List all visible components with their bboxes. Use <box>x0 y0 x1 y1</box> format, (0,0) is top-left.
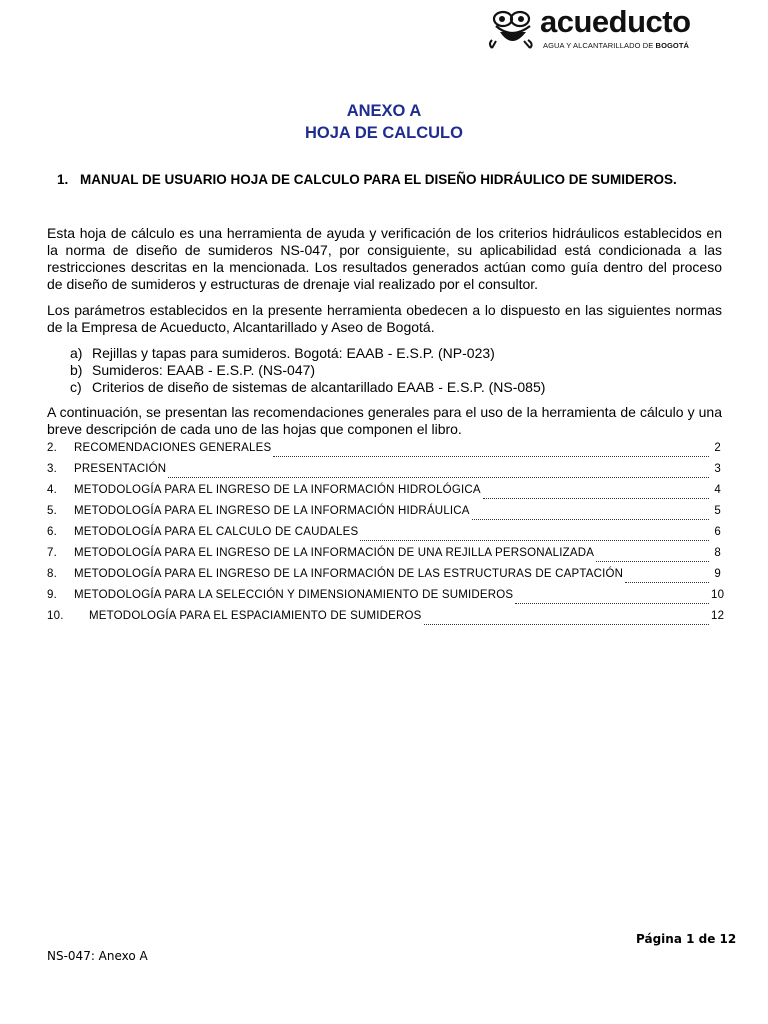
toc-page: 4 <box>714 484 721 496</box>
toc-number: 10. <box>47 610 64 622</box>
toc-page: 3 <box>714 463 721 475</box>
norm-text: Sumideros: EAAB - E.S.P. (NS-047) <box>92 362 316 378</box>
toc-title: METODOLOGÍA PARA EL INGRESO DE LA INFORMACIÓN DE LAS ESTRUCTURAS DE CAPTACIÓN <box>74 568 624 580</box>
section-heading-text: MANUAL DE USUARIO HOJA DE CALCULO PARA EL DISEÑO HIDRÁULICO DE SUMIDEROS. <box>80 172 677 187</box>
toc-entry[interactable] <box>47 610 725 631</box>
table-of-contents <box>47 442 725 631</box>
toc-page: 10 <box>711 589 725 601</box>
toc-title: METODOLOGÍA PARA EL INGRESO DE LA INFORMACIÓN DE UNA REJILLA PERSONALIZADA <box>74 547 595 559</box>
toc-entry[interactable] <box>47 484 721 505</box>
norm-item <box>70 362 545 379</box>
toc-leader <box>168 477 709 478</box>
toc-entry[interactable] <box>47 589 725 610</box>
norm-item <box>70 379 545 396</box>
toc-leader <box>273 456 709 457</box>
toc-leader <box>472 519 709 520</box>
toc-number: 2. <box>47 442 57 454</box>
norm-item <box>70 345 545 362</box>
toc-number: 3. <box>47 463 57 475</box>
toc-entry[interactable] <box>47 526 721 547</box>
toc-entry[interactable] <box>47 547 721 568</box>
toc-title: PRESENTACIÓN <box>74 463 167 475</box>
toc-title: RECOMENDACIONES GENERALES <box>74 442 272 454</box>
toc-entry[interactable] <box>47 442 721 463</box>
norm-text: Criterios de diseño de sistemas de alcantarillado EAAB - E.S.P. (NS-085) <box>92 379 546 395</box>
toc-leader <box>625 582 709 583</box>
toc-page: 8 <box>714 547 721 559</box>
toc-number: 9. <box>47 589 57 601</box>
toc-number: 8. <box>47 568 57 580</box>
toc-entry[interactable] <box>47 568 721 589</box>
toc-leader <box>596 561 709 562</box>
logo-subtitle-city: BOGOTÁ <box>655 41 690 50</box>
toc-title: METODOLOGÍA PARA EL CALCULO DE CAUDALES <box>74 526 359 538</box>
intro-paragraph: Esta hoja de cálculo es una herramienta de ayuda y verificación de los criterios hidráulicos establecidos en la norma de diseño de sumideros NS-047, por consiguiente, su aplicabilidad está condicionada a las restricciones descritas en la mencionada. Los resultados generados actúan como guía dentro del proceso de diseño de sumideros y estructuras de drenaje vial realizado por el consultor. <box>47 225 722 292</box>
norm-marker: b) <box>70 362 83 378</box>
document-id: NS-047: Anexo A <box>47 949 148 963</box>
logo-subtitle-text: AGUA Y ALCANTARILLADO DE <box>543 41 656 50</box>
frog-icon <box>486 10 538 50</box>
norm-marker: c) <box>70 379 82 395</box>
toc-leader <box>515 603 709 604</box>
norm-marker: a) <box>70 345 83 361</box>
toc-number: 6. <box>47 526 57 538</box>
continuation-paragraph: A continuación, se presentan las recomendaciones generales para el uso de la herramienta de cálculo y una breve descripción de cada uno de las hojas que componen el libro. <box>47 404 722 437</box>
toc-leader <box>424 624 709 625</box>
section-number: 1. <box>57 172 69 187</box>
toc-page: 9 <box>714 568 721 580</box>
toc-leader <box>360 540 709 541</box>
annex-subtitle: HOJA DE CALCULO <box>305 124 463 142</box>
toc-number: 7. <box>47 547 57 559</box>
logo-subtitle <box>543 41 689 50</box>
toc-page: 6 <box>714 526 721 538</box>
toc-number: 4. <box>47 484 57 496</box>
toc-title: METODOLOGÍA PARA EL ESPACIAMIENTO DE SUMIDEROS <box>89 610 422 622</box>
norm-text: Rejillas y tapas para sumideros. Bogotá: EAAB - E.S.P. (NP-023) <box>92 345 495 361</box>
section-heading <box>57 172 677 187</box>
toc-title: METODOLOGÍA PARA EL INGRESO DE LA INFORMACIÓN HIDROLÓGICA <box>74 484 481 496</box>
annex-title: ANEXO A <box>346 102 422 120</box>
toc-entry[interactable] <box>47 463 721 484</box>
logo-name: acueducto <box>540 4 691 39</box>
norms-list <box>70 345 545 396</box>
toc-number: 5. <box>47 505 57 517</box>
toc-page: 12 <box>711 610 725 622</box>
acueducto-logo <box>486 4 716 52</box>
toc-leader <box>483 498 709 499</box>
page-number: Página 1 de 12 <box>636 932 737 946</box>
norms-paragraph: Los parámetros establecidos en la presente herramienta obedecen a lo dispuesto en las siguientes normas de la Empresa de Acueducto, Alcantarillado y Aseo de Bogotá. <box>47 302 722 335</box>
toc-page: 2 <box>714 442 721 454</box>
toc-title: METODOLOGÍA PARA EL INGRESO DE LA INFORMACIÓN HIDRÁULICA <box>74 505 470 517</box>
toc-page: 5 <box>714 505 721 517</box>
toc-title: METODOLOGÍA PARA LA SELECCIÓN Y DIMENSIONAMIENTO DE SUMIDEROS <box>74 589 514 601</box>
toc-entry[interactable] <box>47 505 721 526</box>
